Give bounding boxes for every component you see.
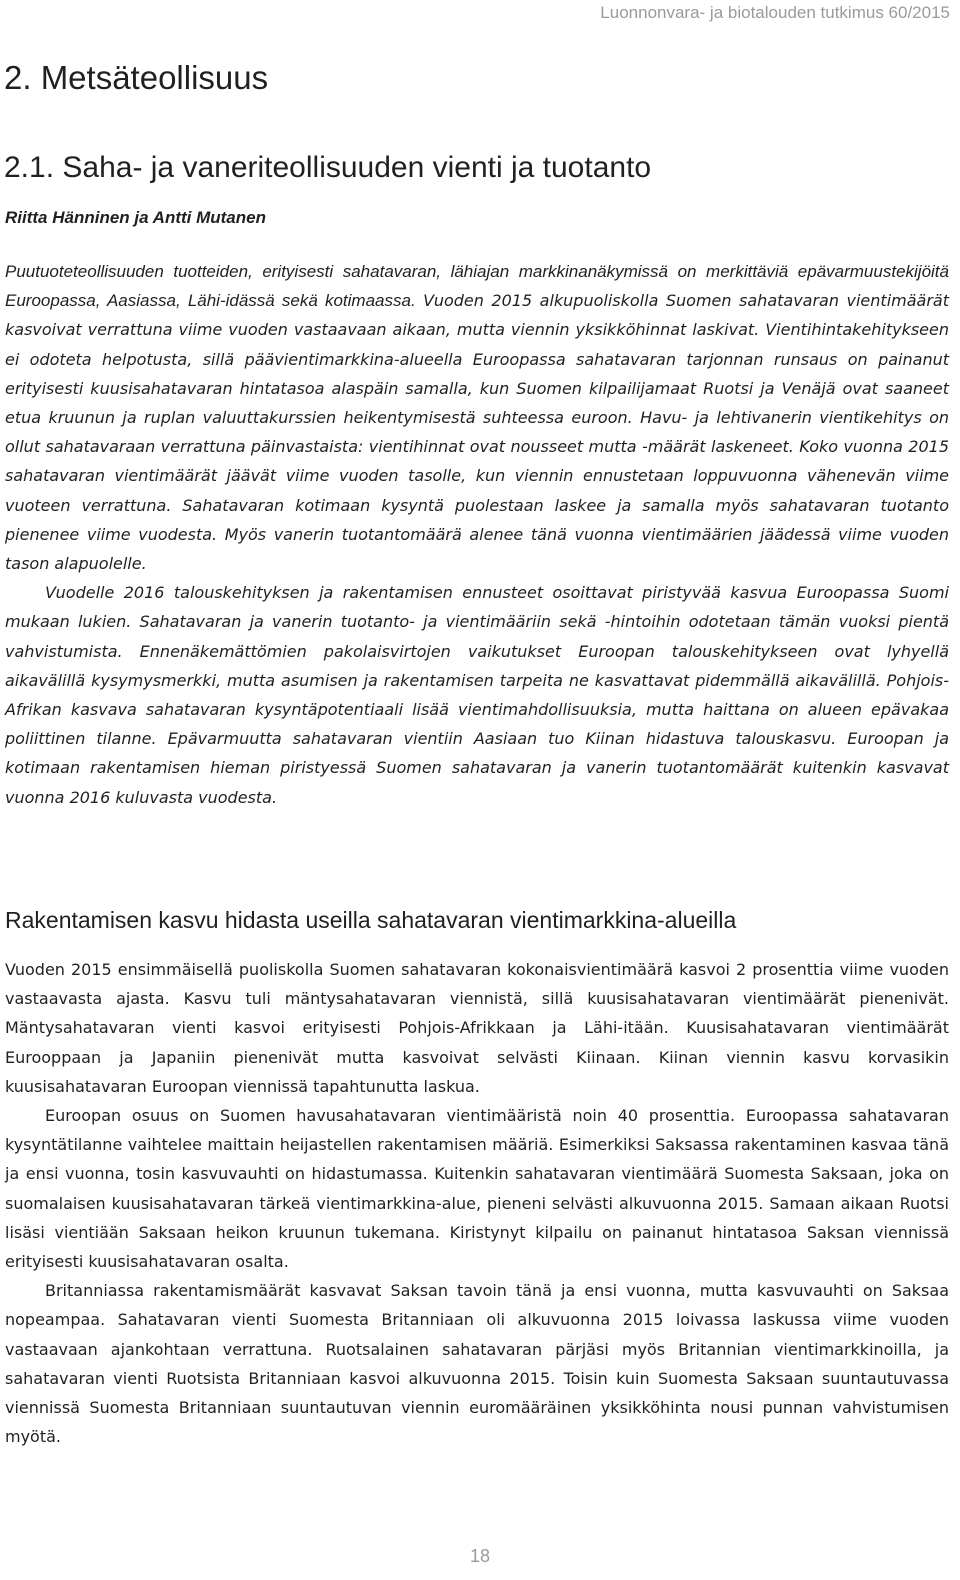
body-paragraph-3: Britanniassa rakentamismäärät kasvavat Saksan tavoin tänä ja ensi vuonna, mutta kasvuvauhti on Saksaa nopeampaa. Sahatavaran vienti Suomesta Britanniaan oli alkuvuonna 2015 loivassa laskussa viime vuoden vastaavaan ajankohtaan verrattuna. Ruotsalainen sahatavaran pärjäsi myös Britannian vientimarkkinoilla, ja sahatavaran vienti Ruotsista Britanniaan kasvoi alkuvuonna 2015. Toisin kuin Suomesta Saksaan suuntautuvassa viennissä Suomesta Britanniaan suuntautuvan viennin euromääräinen yksikköhinta nousi punnan vahvistumisen myötä. xyxy=(5,1281,949,1447)
running-header: Luonnonvara- ja biotalouden tutkimus 60/2015 xyxy=(600,3,950,22)
chapter-title: 2. Metsäteollisuus xyxy=(4,59,269,96)
lead-paragraph-1 xyxy=(5,257,949,578)
lead-paragraph-1-opening: Puutuoteteollisuuden tuotteiden, erityisesti sahatavaran, lähiajan markkinanäkymissä on merkittäviä epävarmuustekijöitä Euroopassa, Aasiassa, Lähi-idässä sekä kotimaassa. xyxy=(5,262,949,311)
lead-paragraph-2: Vuodelle 2016 talouskehityksen ja rakentamisen ennusteet osoittavat piristyvää kasvua Euroopassa Suomi mukaan lukien. Sahatavaran ja vanerin tuotanto- ja vientimääriin sekä -hintoihin odotetaan tämän vuoksi pientä vahvistumista. Ennenäkemättömien pakolaisvirtojen vaikutukset Euroopan talouskehitykseen ovat lyhyellä aikavälillä kysymysmerkki, mutta asumisen ja rakentamisen tarpeita ne kasvattavat pidemmällä aikavälillä. Pohjois-Afrikan kasvava sahatavaran kysyntäpotentiaali lisää vientimahdollisuuksia, mutta haittana on alueen epävakaa poliittinen tilanne. Epävarmuutta sahatavaran vientiin Aasiaan tuo Kiinan hidastuva talouskasvu. Euroopan ja kotimaan rakentamisen hieman piristyessä Suomen sahatavaran ja vanerin tuotantomäärät kuitenkin kasvavat vuonna 2016 kuluvasta vuodesta. xyxy=(5,583,949,807)
body-paragraph-2: Euroopan osuus on Suomen havusahatavaran vientimääristä noin 40 prosenttia. Euroopassa sahatavaran kysyntätilanne vaihtelee maittain heijastellen rakentamisen määriä. Esimerkiksi Saksassa rakentaminen kasvaa tänä ja ensi vuonna, tosin kasvuvauhti on hidastumassa. Kuitenkin sahatavaran vientimäärä Suomesta Saksaan, joka on suomalaisen kuusisahatavaran tärkeä vientimarkkina-alue, pieneni selvästi alkuvuonna 2015. Samaan aikaan Ruotsi lisäsi vientiään Saksaan heikon kruunun tukemana. Kiristynyt kilpailu on painanut hintatasoa Saksan viennissä erityisesti kuusisahatavaran osalta. xyxy=(5,1106,949,1272)
body-paragraph-1: Vuoden 2015 ensimmäisellä puoliskolla Suomen sahatavaran kokonaisvientimäärä kasvoi 2 prosenttia viime vuoden vastaavasta ajasta. Kasvu tuli mäntysahatavaran viennistä, sillä kuusisahatavaran vientimäärät pienenivät. Mäntysahatavaran vienti kasvoi erityisesti Pohjois-Afrikkaan ja Lähi-itään. Kuusisahatavaran vientimäärät Eurooppaan ja Japaniin pienenivät mutta kasvoivat selvästi Kiinaan. Kiinan viennin kasvu korvasikin kuusisahatavaran Euroopan viennissä tapahtunutta laskua. xyxy=(5,960,949,1096)
authors: Riitta Hänninen ja Antti Mutanen xyxy=(5,208,266,227)
lead-paragraph-1-body: Vuoden 2015 alkupuoliskolla Suomen sahatavaran vientimäärät kasvoivat verrattuna viime vuoden vastaavaan aikaan, mutta viennin yksikköhinnat laskivat. Vientihintakehitykseen ei odoteta helpotusta, sillä päävientimarkkina-alueella Euroopassa sahatavaran tarjonnan runsaus on painanut erityisesti kuusisahatavaran hintatasoa alaspäin samalla, kun Suomen kilpailijamaat Ruotsi ja Venäjä ovat saaneet etua kruunun ja ruplan valuuttakurssien heikentymisestä suhteessa euroon. Havu- ja lehtivanerin vientikehitys on ollut sahatavaraan verrattuna päinvastaista: vientihinnat ovat nousseet mutta -määrät laskeneet. Koko vuonna 2015 sahatavaran vientimäärät jäävät viime vuoden tasolle, kun viennin ennustetaan loppuvuonna vähenevän viime vuoteen verrattuna. Sahatavaran kotimaan kysyntä puolestaan laskee ja samalla myös sahatavaran tuotanto pienenee viime vuodesta. Myös vanerin tuotantomäärä alenee tänä vuonna vientimäärien jäädessä viime vuoden tason alapuolelle. xyxy=(5,291,949,574)
section-title: 2.1. Saha- ja vaneriteollisuuden vienti ja tuotanto xyxy=(4,151,652,184)
page-number: 18 xyxy=(469,1546,491,1566)
main-text xyxy=(5,955,949,1451)
lead-text xyxy=(5,257,949,812)
subsection-heading: Rakentamisen kasvu hidasta useilla sahatavaran vientimarkkina-alueilla xyxy=(5,907,737,933)
